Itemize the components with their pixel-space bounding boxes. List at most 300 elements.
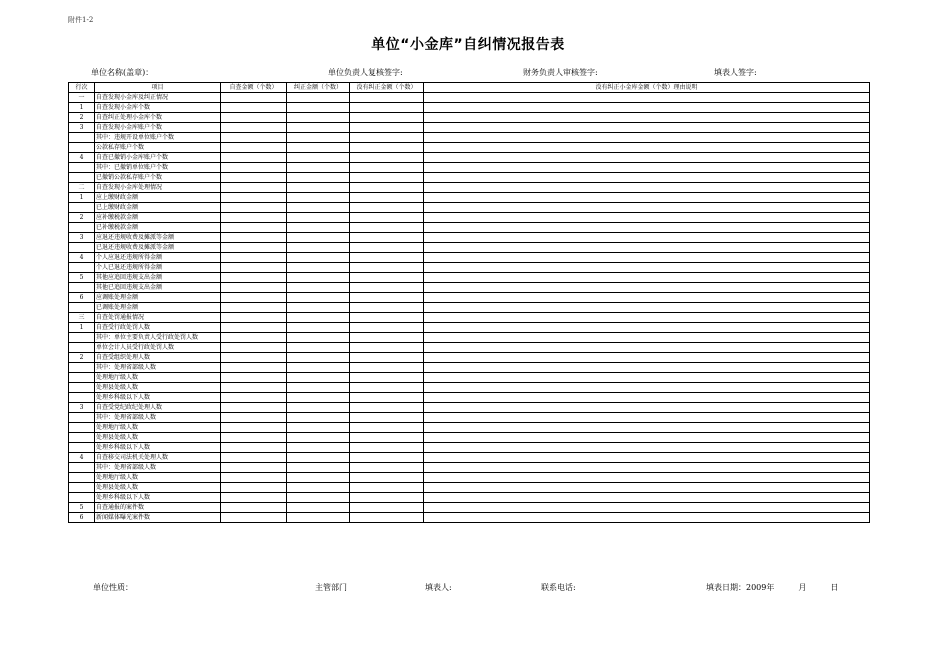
table-row [69,243,870,253]
row-line-no: 5 [69,273,95,283]
self-check-cell[interactable] [221,293,287,303]
self-check-cell[interactable] [221,243,287,253]
row-line-no [69,303,95,313]
corrected-cell[interactable] [287,273,350,283]
uncorrected-cell[interactable] [350,423,424,433]
row-line-no: 三 [69,313,95,323]
row-line-no [69,423,95,433]
reason-cell[interactable] [424,183,870,193]
uncorrected-cell[interactable] [350,373,424,383]
corrected-cell[interactable] [287,443,350,453]
corrected-cell[interactable] [287,183,350,193]
table-row [69,393,870,403]
uncorrected-cell[interactable] [350,273,424,283]
uncorrected-cell[interactable] [350,103,424,113]
table-row [69,93,870,103]
reason-cell[interactable] [424,393,870,403]
table-row [69,273,870,283]
row-line-no: 二 [69,183,95,193]
self-check-cell[interactable] [221,253,287,263]
uncorrected-cell[interactable] [350,413,424,423]
uncorrected-cell[interactable] [350,233,424,243]
row-line-no: 4 [69,253,95,263]
row-item: 处理县处级人数 [95,433,221,443]
self-check-cell[interactable] [221,373,287,383]
corrected-cell[interactable] [287,263,350,273]
row-item: 公款私存账户个数 [95,143,221,153]
uncorrected-cell[interactable] [350,153,424,163]
row-item: 自查受行政处罚人数 [95,323,221,333]
table-row [69,283,870,293]
uncorrected-cell[interactable] [350,393,424,403]
table-row [69,113,870,123]
self-check-cell[interactable] [221,303,287,313]
self-check-cell[interactable] [221,463,287,473]
uncorrected-cell[interactable] [350,463,424,473]
row-line-no [69,493,95,503]
row-item: 其中：违规开设单位账户个数 [95,133,221,143]
reason-cell[interactable] [424,313,870,323]
uncorrected-cell[interactable] [350,493,424,503]
corrected-cell[interactable] [287,163,350,173]
row-line-no [69,223,95,233]
corrected-cell[interactable] [287,113,350,123]
row-line-no: 3 [69,123,95,133]
corrected-cell[interactable] [287,123,350,133]
filler-label: 填表人: [425,583,452,592]
uncorrected-cell[interactable] [350,223,424,233]
corrected-cell[interactable] [287,193,350,203]
row-line-no: 2 [69,113,95,123]
row-item: 处理县处级人数 [95,483,221,493]
self-check-cell[interactable] [221,283,287,293]
self-check-cell[interactable] [221,433,287,443]
row-line-no: 4 [69,153,95,163]
row-item: 其中：处理省部级人数 [95,463,221,473]
corrected-cell[interactable] [287,363,350,373]
row-line-no [69,173,95,183]
row-item: 其中：处理省部级人数 [95,363,221,373]
self-check-cell[interactable] [221,493,287,503]
reason-cell[interactable] [424,443,870,453]
table-body [69,93,870,523]
self-check-cell[interactable] [221,313,287,323]
reason-cell[interactable] [424,193,870,203]
uncorrected-cell[interactable] [350,163,424,173]
reason-cell[interactable] [424,233,870,243]
uncorrected-cell[interactable] [350,123,424,133]
uncorrected-cell[interactable] [350,443,424,453]
corrected-cell[interactable] [287,373,350,383]
reason-cell[interactable] [424,343,870,353]
table-row [69,443,870,453]
filler-sign-label: 填表人签字: [714,68,757,77]
row-item: 个人应退还违规所得金额 [95,253,221,263]
reason-cell[interactable] [424,93,870,103]
uncorrected-cell[interactable] [350,453,424,463]
corrected-cell[interactable] [287,453,350,463]
uncorrected-cell[interactable] [350,93,424,103]
row-item: 应调账处理金额 [95,293,221,303]
corrected-cell[interactable] [287,213,350,223]
row-item: 已调账处理金额 [95,303,221,313]
corrected-cell[interactable] [287,503,350,513]
uncorrected-cell[interactable] [350,433,424,443]
row-item: 已补缴税款金额 [95,223,221,233]
uncorrected-cell[interactable] [350,313,424,323]
row-item: 其中：已撤销单位账户个数 [95,163,221,173]
row-item: 自查发现小金库个数 [95,103,221,113]
self-check-cell[interactable] [221,193,287,203]
uncorrected-cell[interactable] [350,183,424,193]
row-line-no [69,443,95,453]
self-check-cell[interactable] [221,473,287,483]
uncorrected-cell[interactable] [350,143,424,153]
reason-cell[interactable] [424,133,870,143]
self-check-cell[interactable] [221,173,287,183]
table-row [69,153,870,163]
row-item: 其他应追回违规支出金额 [95,273,221,283]
unit-name-label: 单位名称(盖章)： [91,68,154,77]
reason-cell[interactable] [424,413,870,423]
self-check-cell[interactable] [221,403,287,413]
row-item: 处理地厅级人数 [95,373,221,383]
self-check-cell[interactable] [221,153,287,163]
self-check-cell[interactable] [221,113,287,123]
corrected-cell[interactable] [287,323,350,333]
corrected-cell[interactable] [287,253,350,263]
row-line-no [69,393,95,403]
corrected-cell[interactable] [287,303,350,313]
row-line-no: 3 [69,233,95,243]
unit-nature-label: 单位性质： [93,583,133,592]
corrected-cell[interactable] [287,223,350,233]
row-item: 自查纠正处理小金库个数 [95,113,221,123]
self-check-cell[interactable] [221,353,287,363]
self-check-cell[interactable] [221,513,287,523]
self-check-cell[interactable] [221,273,287,283]
reason-cell[interactable] [424,283,870,293]
row-item: 应上缴财政金额 [95,193,221,203]
row-line-no [69,413,95,423]
corrected-cell[interactable] [287,143,350,153]
reason-cell[interactable] [424,503,870,513]
table-row [69,343,870,353]
row-item: 其中：单位主要负责人受行政处罚人数 [95,333,221,343]
self-check-cell[interactable] [221,483,287,493]
row-line-no [69,433,95,443]
reason-cell[interactable] [424,163,870,173]
reason-cell[interactable] [424,363,870,373]
uncorrected-cell[interactable] [350,213,424,223]
self-check-cell[interactable] [221,213,287,223]
row-line-no [69,243,95,253]
corrected-cell[interactable] [287,343,350,353]
reason-cell[interactable] [424,383,870,393]
table-row [69,493,870,503]
reason-cell[interactable] [424,203,870,213]
table-row [69,423,870,433]
reason-cell[interactable] [424,463,870,473]
corrected-cell[interactable] [287,413,350,423]
phone-label: 联系电话: [541,583,576,592]
self-check-cell[interactable] [221,233,287,243]
table-row [69,403,870,413]
uncorrected-cell[interactable] [350,243,424,253]
self-check-cell[interactable] [221,323,287,333]
row-line-no [69,163,95,173]
corrected-cell[interactable] [287,393,350,403]
row-item: 处理地厅级人数 [95,473,221,483]
reason-cell[interactable] [424,243,870,253]
self-check-cell[interactable] [221,413,287,423]
fill-date-label: 填表日期：2009年 月 日 [706,583,839,592]
table-row [69,413,870,423]
col-header-reason: 没有纠正小金库金额（个数）理由说明 [424,83,870,93]
row-line-no [69,343,95,353]
row-item: 自查发现小金库处理情况 [95,183,221,193]
table-row [69,323,870,333]
uncorrected-cell[interactable] [350,403,424,413]
finance-sign-label: 财务负责人审核签字: [523,68,598,77]
self-check-cell[interactable] [221,423,287,433]
reason-cell[interactable] [424,113,870,123]
row-item: 自查发现小金库账户个数 [95,123,221,133]
table-row [69,183,870,193]
table-row [69,313,870,323]
self-check-cell[interactable] [221,93,287,103]
uncorrected-cell[interactable] [350,503,424,513]
col-header-item: 项目 [95,83,221,93]
table-row [69,303,870,313]
reason-cell[interactable] [424,373,870,383]
row-line-no: 2 [69,213,95,223]
uncorrected-cell[interactable] [350,343,424,353]
row-line-no [69,283,95,293]
self-check-cell[interactable] [221,383,287,393]
row-line-no [69,203,95,213]
table-row [69,213,870,223]
row-item: 自查处罚通报情况 [95,313,221,323]
corrected-cell[interactable] [287,463,350,473]
self-check-cell[interactable] [221,443,287,453]
reason-cell[interactable] [424,513,870,523]
table-row [69,233,870,243]
corrected-cell[interactable] [287,173,350,183]
col-header-corrected: 纠正金额（个数） [287,83,350,93]
reason-cell[interactable] [424,483,870,493]
self-check-cell[interactable] [221,223,287,233]
row-line-no [69,483,95,493]
table-row [69,103,870,113]
reason-cell[interactable] [424,303,870,313]
row-line-no [69,463,95,473]
dept-label: 主管部门 [315,583,347,592]
corrected-cell[interactable] [287,423,350,433]
table-row [69,433,870,443]
row-item: 单位会计人员受行政处罚人数 [95,343,221,353]
row-item: 其中：处理省部级人数 [95,413,221,423]
corrected-cell[interactable] [287,293,350,303]
corrected-cell[interactable] [287,493,350,503]
uncorrected-cell[interactable] [350,283,424,293]
self-check-cell[interactable] [221,123,287,133]
row-item: 已退还违规收费及摊派等金额 [95,243,221,253]
uncorrected-cell[interactable] [350,513,424,523]
corrected-cell[interactable] [287,383,350,393]
self-check-cell[interactable] [221,103,287,113]
row-item: 已撤销公款私存账户个数 [95,173,221,183]
self-check-cell[interactable] [221,183,287,193]
table-row [69,173,870,183]
row-line-no: 5 [69,503,95,513]
table-row [69,503,870,513]
table-row [69,353,870,363]
self-check-cell[interactable] [221,163,287,173]
row-item: 处理县处级人数 [95,383,221,393]
uncorrected-cell[interactable] [350,253,424,263]
leader-sign-label: 单位负责人复核签字: [328,68,403,77]
table-row [69,143,870,153]
corrected-cell[interactable] [287,103,350,113]
uncorrected-cell[interactable] [350,473,424,483]
table-row [69,383,870,393]
uncorrected-cell[interactable] [350,303,424,313]
table-row [69,483,870,493]
uncorrected-cell[interactable] [350,363,424,373]
table-row [69,163,870,173]
uncorrected-cell[interactable] [350,193,424,203]
row-item: 应补缴税款金额 [95,213,221,223]
uncorrected-cell[interactable] [350,263,424,273]
reason-cell[interactable] [424,433,870,443]
reason-cell[interactable] [424,143,870,153]
corrected-cell[interactable] [287,93,350,103]
corrected-cell[interactable] [287,203,350,213]
corrected-cell[interactable] [287,483,350,493]
reason-cell[interactable] [424,123,870,133]
reason-cell[interactable] [424,473,870,483]
reason-cell[interactable] [424,213,870,223]
corrected-cell[interactable] [287,233,350,243]
row-item: 处理乡科级以下人数 [95,443,221,453]
corrected-cell[interactable] [287,313,350,323]
uncorrected-cell[interactable] [350,113,424,123]
reason-cell[interactable] [424,263,870,273]
table-row [69,453,870,463]
row-line-no: 6 [69,513,95,523]
row-line-no [69,363,95,373]
corrected-cell[interactable] [287,353,350,363]
row-line-no: 一 [69,93,95,103]
row-line-no [69,473,95,483]
reason-cell[interactable] [424,353,870,363]
uncorrected-cell[interactable] [350,383,424,393]
reason-cell[interactable] [424,453,870,463]
row-item: 自查移交司法机关处理人数 [95,453,221,463]
corrected-cell[interactable] [287,433,350,443]
row-item: 应退还违规收费及摊派等金额 [95,233,221,243]
table-row [69,223,870,233]
reason-cell[interactable] [424,403,870,413]
row-item: 个人已退还违规所得金额 [95,263,221,273]
uncorrected-cell[interactable] [350,353,424,363]
uncorrected-cell[interactable] [350,293,424,303]
row-item: 处理地厅级人数 [95,423,221,433]
self-check-cell[interactable] [221,203,287,213]
table-row [69,373,870,383]
row-item: 处理乡科级以下人数 [95,393,221,403]
self-check-cell[interactable] [221,453,287,463]
self-check-cell[interactable] [221,333,287,343]
table-row [69,133,870,143]
self-check-cell[interactable] [221,393,287,403]
row-item: 自查发现小金库及纠正情况 [95,93,221,103]
row-item: 自查受党纪政纪处理人数 [95,403,221,413]
row-item: 其他已追回违规支出金额 [95,283,221,293]
corrected-cell[interactable] [287,513,350,523]
row-item: 已上缴财政金额 [95,203,221,213]
row-line-no: 3 [69,403,95,413]
corrected-cell[interactable] [287,283,350,293]
reason-cell[interactable] [424,293,870,303]
corrected-cell[interactable] [287,473,350,483]
table-row [69,513,870,523]
reason-cell[interactable] [424,333,870,343]
table-row [69,123,870,133]
reason-cell[interactable] [424,223,870,233]
reason-cell[interactable] [424,423,870,433]
reason-cell[interactable] [424,173,870,183]
table-row [69,263,870,273]
corrected-cell[interactable] [287,403,350,413]
page-title: 单位“小金库”自纠情况报告表 [371,37,565,53]
reason-cell[interactable] [424,153,870,163]
self-check-cell[interactable] [221,503,287,513]
table-row [69,293,870,303]
uncorrected-cell[interactable] [350,333,424,343]
row-line-no [69,133,95,143]
self-check-cell[interactable] [221,143,287,153]
corrected-cell[interactable] [287,153,350,163]
self-check-cell[interactable] [221,263,287,273]
self-check-cell[interactable] [221,363,287,373]
corrected-cell[interactable] [287,243,350,253]
reason-cell[interactable] [424,253,870,263]
self-check-cell[interactable] [221,133,287,143]
row-line-no: 1 [69,323,95,333]
col-header-line-no: 行次 [69,83,95,93]
uncorrected-cell[interactable] [350,483,424,493]
table-row [69,203,870,213]
uncorrected-cell[interactable] [350,203,424,213]
row-item: 自查通报的案件数 [95,503,221,513]
reason-cell[interactable] [424,323,870,333]
reason-cell[interactable] [424,103,870,113]
table-row [69,473,870,483]
corrected-cell[interactable] [287,133,350,143]
self-check-cell[interactable] [221,343,287,353]
reason-cell[interactable] [424,273,870,283]
uncorrected-cell[interactable] [350,323,424,333]
uncorrected-cell[interactable] [350,133,424,143]
row-line-no [69,333,95,343]
table-row [69,253,870,263]
uncorrected-cell[interactable] [350,173,424,183]
table-row [69,333,870,343]
corrected-cell[interactable] [287,333,350,343]
reason-cell[interactable] [424,493,870,503]
